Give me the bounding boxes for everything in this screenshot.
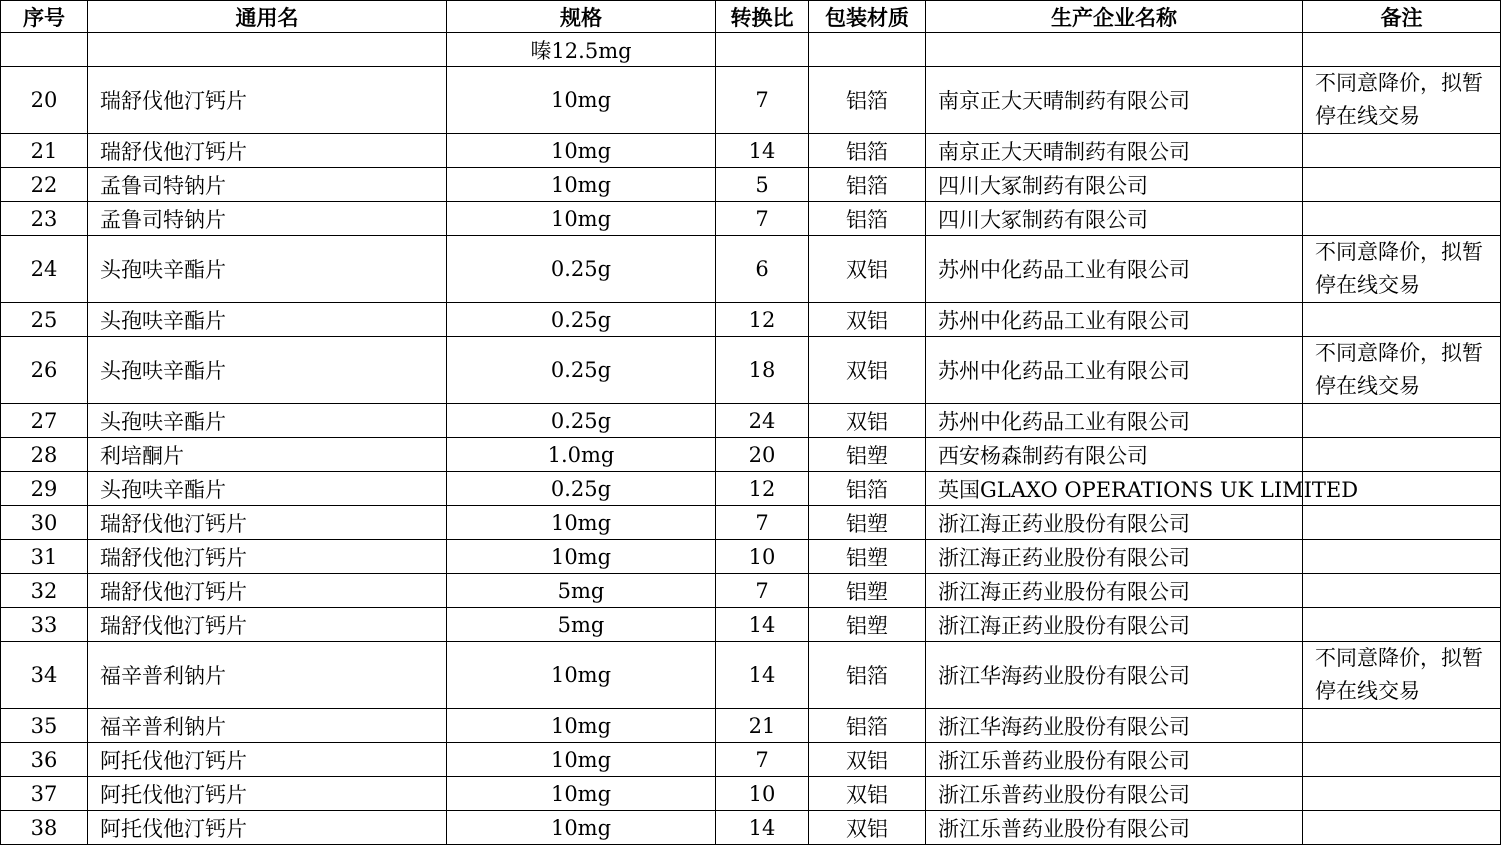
cell-ratio: 14: [716, 811, 809, 845]
cell-name: 瑞舒伐他汀钙片: [88, 574, 447, 608]
cell-ratio: 7: [716, 202, 809, 236]
cell-maker: 苏州中化药品工业有限公司: [926, 337, 1303, 404]
cell-spec: 10mg: [447, 777, 716, 811]
cell-note: [1303, 438, 1501, 472]
cell-spec: 10mg: [447, 168, 716, 202]
header-name: 通用名: [88, 1, 447, 33]
cell-note: [1303, 303, 1501, 337]
cell-ratio: 24: [716, 404, 809, 438]
cell-pkg: 铝塑: [809, 540, 926, 574]
cell-maker: 苏州中化药品工业有限公司: [926, 236, 1303, 303]
cell-no: 28: [1, 438, 88, 472]
cell-note: [1303, 777, 1501, 811]
cell-spec: 10mg: [447, 202, 716, 236]
cell-no: 32: [1, 574, 88, 608]
cell-note: [1303, 202, 1501, 236]
cell-note: 不同意降价，拟暂停在线交易: [1303, 67, 1501, 134]
cell-note: [1303, 540, 1501, 574]
cell-maker: 浙江华海药业股份有限公司: [926, 709, 1303, 743]
table-row: [1, 709, 1501, 743]
cell-pkg: 铝塑: [809, 506, 926, 540]
cell-no: 31: [1, 540, 88, 574]
cell-ratio: 12: [716, 303, 809, 337]
header-pkg: 包装材质: [809, 1, 926, 33]
table-row: [1, 438, 1501, 472]
table-row: [1, 743, 1501, 777]
cell-pkg: 双铝: [809, 337, 926, 404]
cell-spec: 5mg: [447, 608, 716, 642]
table-row: [1, 777, 1501, 811]
table-row: [1, 574, 1501, 608]
cell-maker: 南京正大天晴制药有限公司: [926, 67, 1303, 134]
cell-no: [1, 33, 88, 67]
cell-name: [88, 33, 447, 67]
cell-ratio: 20: [716, 438, 809, 472]
table-row: [1, 303, 1501, 337]
cell-no: 23: [1, 202, 88, 236]
cell-ratio: 12: [716, 472, 809, 506]
cell-spec: 5mg: [447, 574, 716, 608]
cell-name: 瑞舒伐他汀钙片: [88, 134, 447, 168]
cell-name: 头孢呋辛酯片: [88, 337, 447, 404]
table-row: [1, 337, 1501, 404]
cell-maker: 四川大冢制药有限公司: [926, 168, 1303, 202]
cell-note: [1303, 743, 1501, 777]
cell-pkg: [809, 33, 926, 67]
header-row: [1, 1, 1501, 33]
table-row: [1, 608, 1501, 642]
table-row: [1, 168, 1501, 202]
cell-ratio: 14: [716, 134, 809, 168]
cell-note: 不同意降价，拟暂停在线交易: [1303, 642, 1501, 709]
cell-pkg: 双铝: [809, 236, 926, 303]
cell-maker: 苏州中化药品工业有限公司: [926, 303, 1303, 337]
table-row: [1, 404, 1501, 438]
header-ratio: 转换比: [716, 1, 809, 33]
cell-name: 头孢呋辛酯片: [88, 404, 447, 438]
cell-no: 38: [1, 811, 88, 845]
cell-maker: 西安杨森制药有限公司: [926, 438, 1303, 472]
cell-no: 24: [1, 236, 88, 303]
cell-pkg: 双铝: [809, 811, 926, 845]
cell-pkg: 铝箔: [809, 642, 926, 709]
header-no: 序号: [1, 1, 88, 33]
cell-maker: 南京正大天晴制药有限公司: [926, 134, 1303, 168]
cell-pkg: 双铝: [809, 303, 926, 337]
cell-pkg: 铝箔: [809, 202, 926, 236]
cell-no: 25: [1, 303, 88, 337]
continuation-row: [1, 33, 1501, 67]
cell-pkg: 双铝: [809, 404, 926, 438]
cell-pkg: 铝箔: [809, 472, 926, 506]
cell-maker: 苏州中化药品工业有限公司: [926, 404, 1303, 438]
cell-note: [1303, 574, 1501, 608]
cell-spec: 0.25g: [447, 236, 716, 303]
cell-pkg: 铝塑: [809, 438, 926, 472]
cell-spec: 10mg: [447, 134, 716, 168]
cell-ratio: 18: [716, 337, 809, 404]
cell-note: [1303, 404, 1501, 438]
cell-no: 36: [1, 743, 88, 777]
cell-name: 福辛普利钠片: [88, 709, 447, 743]
cell-ratio: 7: [716, 574, 809, 608]
cell-maker: 浙江海正药业股份有限公司: [926, 574, 1303, 608]
cell-name: 瑞舒伐他汀钙片: [88, 540, 447, 574]
cell-no: 29: [1, 472, 88, 506]
cell-spec: 0.25g: [447, 472, 716, 506]
cell-maker: 浙江海正药业股份有限公司: [926, 540, 1303, 574]
cell-no: 21: [1, 134, 88, 168]
cell-spec: 0.25g: [447, 337, 716, 404]
cell-ratio: 6: [716, 236, 809, 303]
cell-name: 阿托伐他汀钙片: [88, 811, 447, 845]
cell-maker: 浙江海正药业股份有限公司: [926, 506, 1303, 540]
cell-name: 阿托伐他汀钙片: [88, 743, 447, 777]
cell-ratio: 10: [716, 540, 809, 574]
cell-spec: 10mg: [447, 642, 716, 709]
cell-ratio: 7: [716, 67, 809, 134]
cell-note: [1303, 134, 1501, 168]
cell-name: 头孢呋辛酯片: [88, 303, 447, 337]
cell-spec: 10mg: [447, 506, 716, 540]
cell-note: [1303, 506, 1501, 540]
cell-pkg: 铝箔: [809, 168, 926, 202]
cell-no: 26: [1, 337, 88, 404]
cell-name: 头孢呋辛酯片: [88, 236, 447, 303]
cell-no: 27: [1, 404, 88, 438]
cell-pkg: 铝塑: [809, 574, 926, 608]
cell-no: 35: [1, 709, 88, 743]
cell-spec: 10mg: [447, 540, 716, 574]
cell-no: 34: [1, 642, 88, 709]
cell-pkg: 铝塑: [809, 608, 926, 642]
cell-note: [1303, 33, 1501, 67]
cell-no: 33: [1, 608, 88, 642]
cell-note: [1303, 811, 1501, 845]
table-row: [1, 67, 1501, 134]
cell-pkg: 铝箔: [809, 134, 926, 168]
cell-ratio: 7: [716, 743, 809, 777]
header-maker: 生产企业名称: [926, 1, 1303, 33]
cell-spec: 10mg: [447, 709, 716, 743]
table-row: [1, 642, 1501, 709]
cell-spec: 0.25g: [447, 303, 716, 337]
cell-maker: [926, 33, 1303, 67]
cell-pkg: 双铝: [809, 777, 926, 811]
cell-name: 孟鲁司特钠片: [88, 168, 447, 202]
cell-ratio: 21: [716, 709, 809, 743]
cell-name: 瑞舒伐他汀钙片: [88, 608, 447, 642]
cell-maker: 浙江华海药业股份有限公司: [926, 642, 1303, 709]
cell-no: 22: [1, 168, 88, 202]
cell-name: 瑞舒伐他汀钙片: [88, 506, 447, 540]
cell-name: 头孢呋辛酯片: [88, 472, 447, 506]
cell-spec: 嗪12.5mg: [447, 33, 716, 67]
cell-name: 阿托伐他汀钙片: [88, 777, 447, 811]
cell-spec: 10mg: [447, 67, 716, 134]
cell-name: 瑞舒伐他汀钙片: [88, 67, 447, 134]
cell-spec: 0.25g: [447, 404, 716, 438]
table-row: [1, 134, 1501, 168]
cell-name: 福辛普利钠片: [88, 642, 447, 709]
cell-note: [1303, 168, 1501, 202]
cell-spec: 1.0mg: [447, 438, 716, 472]
cell-maker: 四川大冢制药有限公司: [926, 202, 1303, 236]
cell-note: 不同意降价，拟暂停在线交易: [1303, 337, 1501, 404]
cell-ratio: 14: [716, 608, 809, 642]
cell-ratio: 5: [716, 168, 809, 202]
cell-note: [1303, 608, 1501, 642]
table-row: [1, 236, 1501, 303]
cell-pkg: 双铝: [809, 743, 926, 777]
cell-spec: 10mg: [447, 743, 716, 777]
cell-note: [1303, 709, 1501, 743]
table-row: [1, 202, 1501, 236]
table-row: [1, 540, 1501, 574]
cell-maker: 浙江乐普药业股份有限公司: [926, 811, 1303, 845]
table-row: [1, 506, 1501, 540]
table-row: [1, 811, 1501, 845]
cell-ratio: [716, 33, 809, 67]
cell-ratio: 14: [716, 642, 809, 709]
cell-no: 37: [1, 777, 88, 811]
cell-name: 利培酮片: [88, 438, 447, 472]
table-row: [1, 472, 1501, 506]
header-spec: 规格: [447, 1, 716, 33]
cell-no: 30: [1, 506, 88, 540]
cell-ratio: 7: [716, 506, 809, 540]
cell-no: 20: [1, 67, 88, 134]
cell-maker: 浙江乐普药业股份有限公司: [926, 777, 1303, 811]
cell-maker: 浙江海正药业股份有限公司: [926, 608, 1303, 642]
cell-ratio: 10: [716, 777, 809, 811]
cell-maker: 浙江乐普药业股份有限公司: [926, 743, 1303, 777]
cell-spec: 10mg: [447, 811, 716, 845]
header-note: 备注: [1303, 1, 1501, 33]
cell-pkg: 铝箔: [809, 67, 926, 134]
cell-name: 孟鲁司特钠片: [88, 202, 447, 236]
cell-pkg: 铝箔: [809, 709, 926, 743]
cell-note: 不同意降价，拟暂停在线交易: [1303, 236, 1501, 303]
cell-maker: 英国GLAXO OPERATIONS UK LIMITED: [926, 472, 1303, 506]
